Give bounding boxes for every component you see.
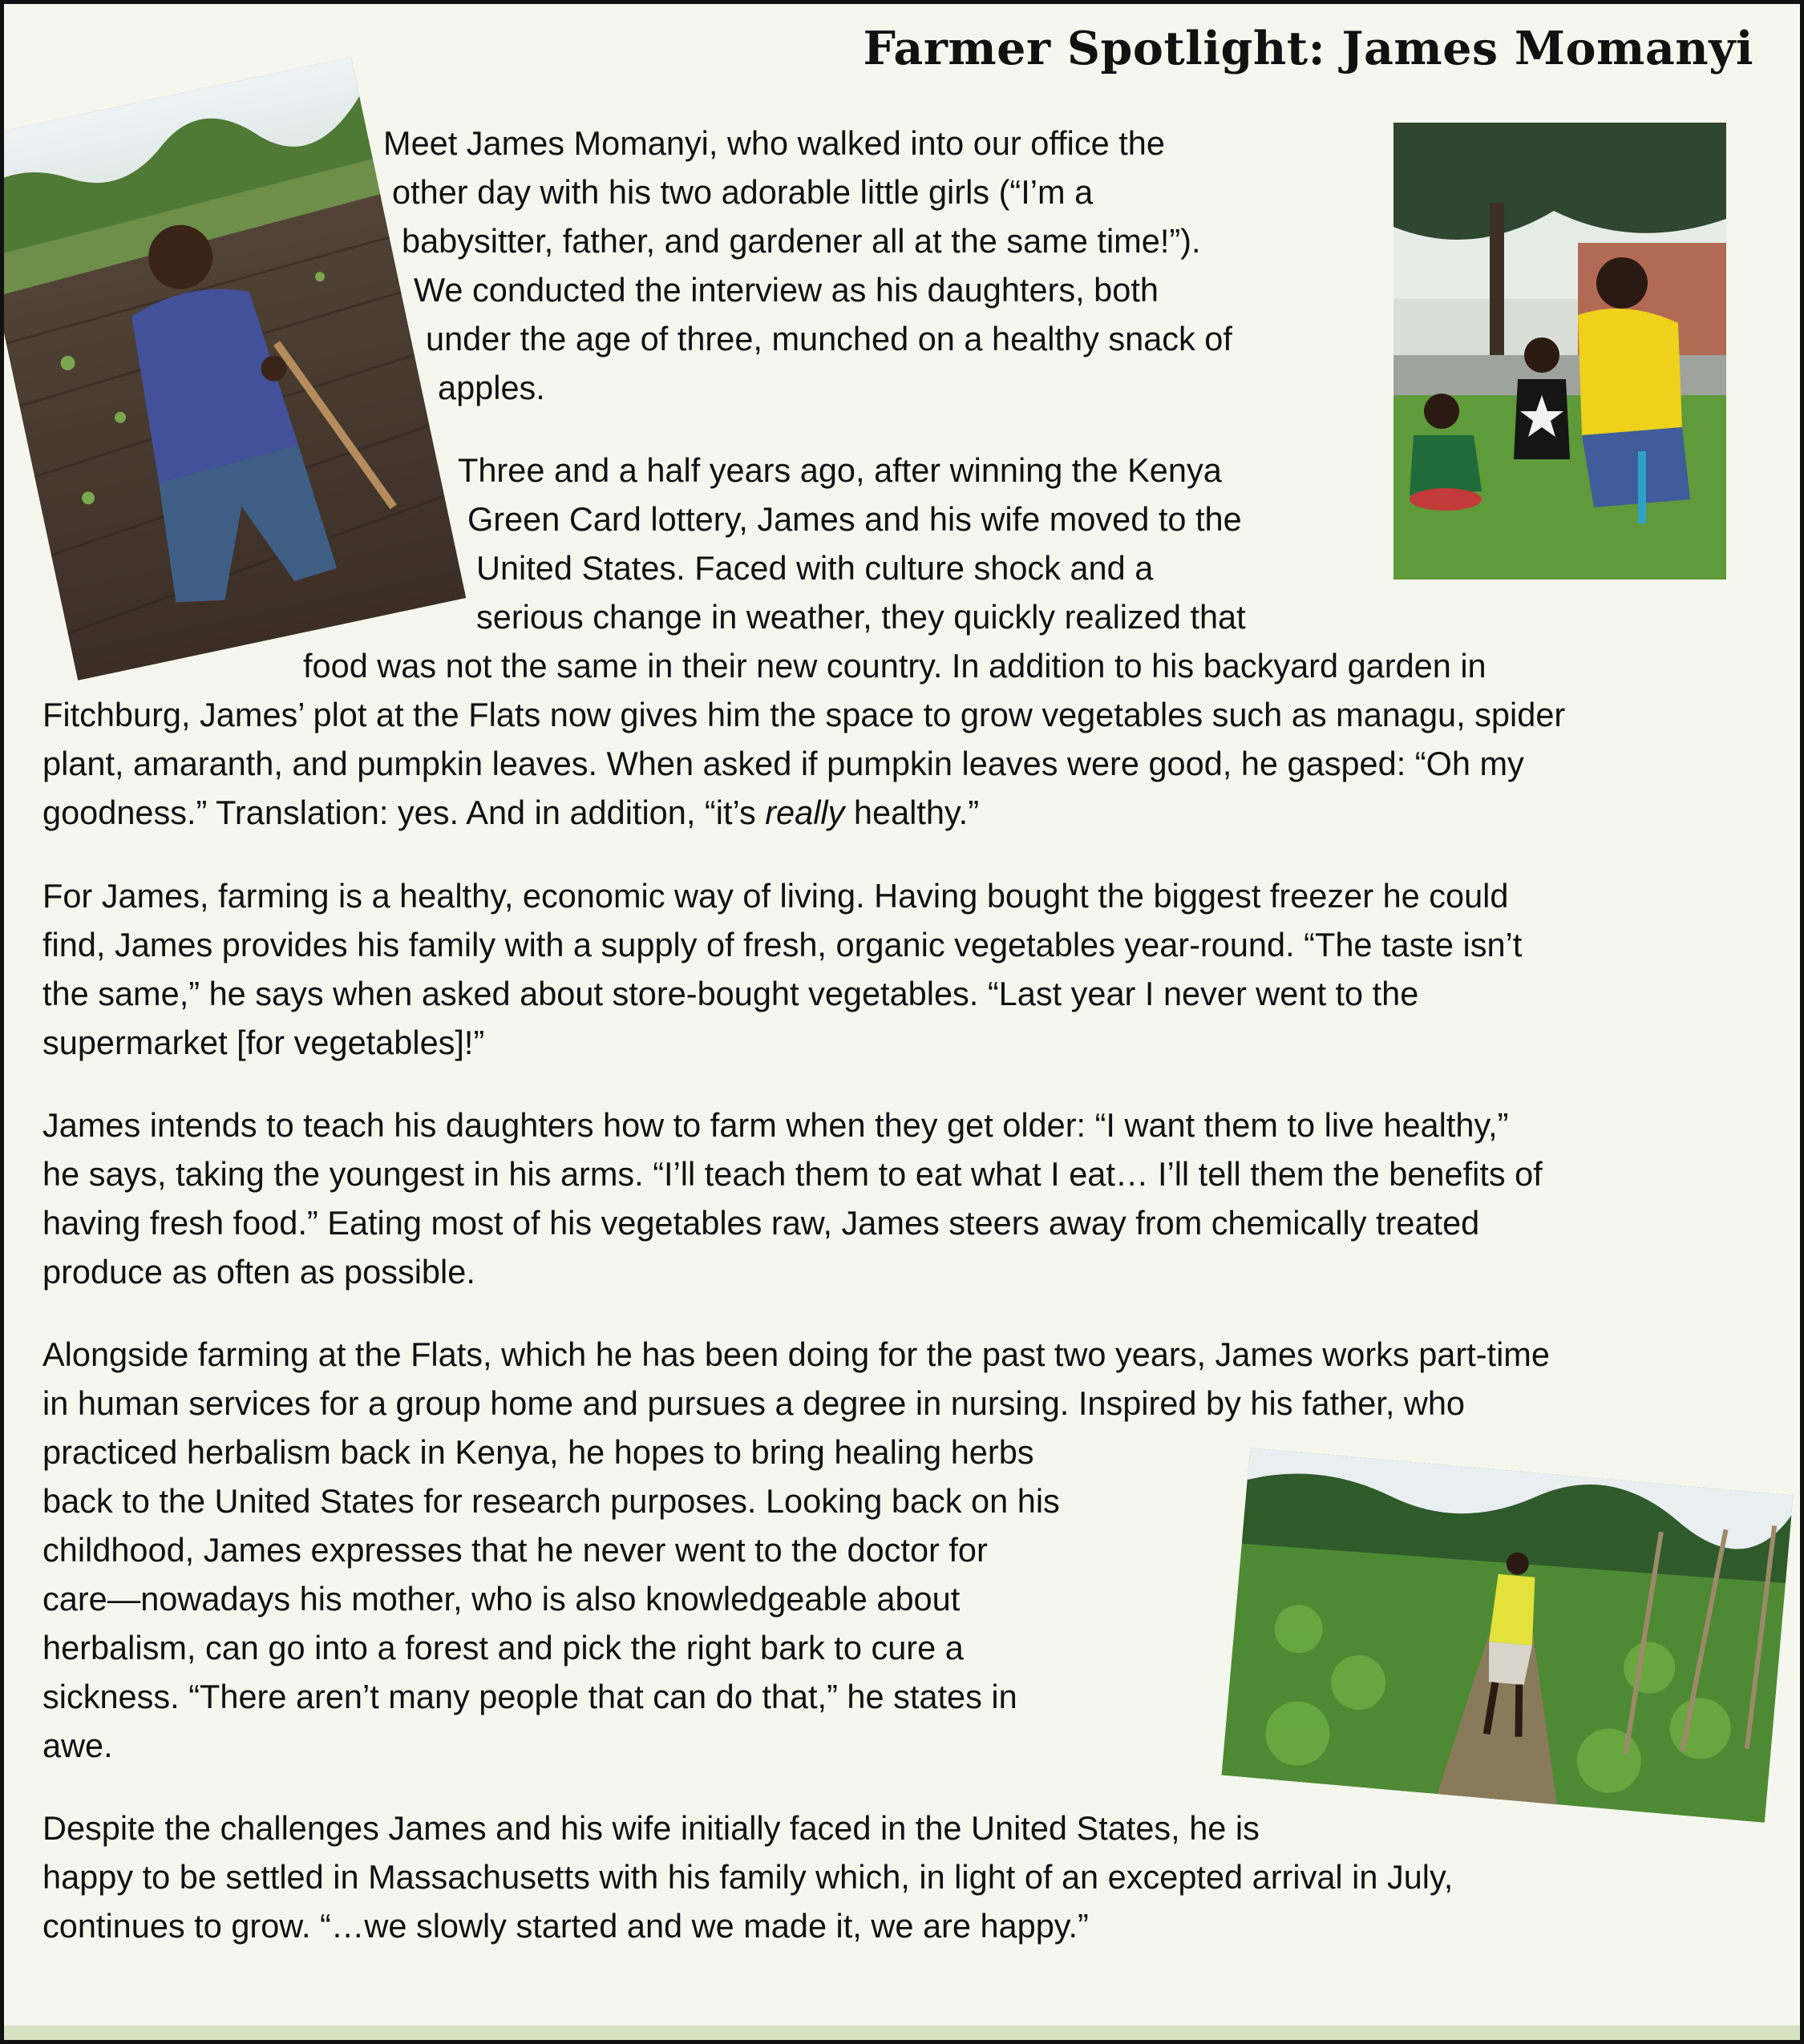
article-text-line: Green Card lottery, James and his wife moved to the <box>467 500 1242 538</box>
article-title: Farmer Spotlight: James Momanyi <box>863 22 1753 75</box>
article-text-line: Meet James Momanyi, who walked into our office the <box>383 124 1165 162</box>
garden-path-photo <box>1221 1448 1793 1823</box>
article-text-line: find, James provides his family with a supply of fresh, organic vegetables year-round. “The taste isn’t <box>42 926 1523 963</box>
article-text-line: We conducted the interview as his daughters, both <box>414 271 1159 309</box>
article-text-segment: healthy.” <box>844 794 980 831</box>
article-text-line: practiced herbalism back in Kenya, he hopes to bring healing herbs <box>42 1433 1034 1471</box>
article-text-line: plant, amaranth, and pumpkin leaves. When asked if pumpkin leaves were good, he gasped: “Oh my <box>42 745 1524 782</box>
article-text-line: the same,” he says when asked about store-bought vegetables. “Last year I never went to the <box>42 975 1419 1012</box>
article-text-line: Alongside farming at the Flats, which he has been doing for the past two years, James works part-time <box>42 1335 1550 1373</box>
article-text-emphasis: really <box>765 794 845 831</box>
article-text-line: having fresh food.” Eating most of his vegetables raw, James steers away from chemically treated <box>42 1204 1480 1242</box>
article-text-line: care—nowadays his mother, who is also knowledgeable about <box>42 1580 961 1618</box>
article-text-line: happy to be settled in Massachusetts with his family which, in light of an excepted arrival in July, <box>42 1858 1454 1896</box>
article-text-line: apples. <box>438 369 545 406</box>
article-text-line: childhood, James expresses that he never went to the doctor for <box>42 1531 988 1569</box>
article-text-line: sickness. “There aren’t many people that can do that,” he states in <box>42 1678 1017 1715</box>
article-text-line: other day with his two adorable little girls (“I’m a <box>392 173 1094 211</box>
photo-icon <box>1393 123 1726 580</box>
bottom-border-band <box>4 2026 1800 2040</box>
article-text-line: supermarket [for vegetables]!” <box>42 1024 485 1061</box>
photo-icon <box>1221 1448 1793 1823</box>
article-text-line: United States. Faced with culture shock and a <box>476 549 1154 587</box>
article-text-line: he says, taking the youngest in his arms. “I’ll teach them to eat what I eat… I’ll tell them the benefits of <box>42 1155 1543 1193</box>
article-text-line: food was not the same in their new country. In addition to his backyard garden in <box>303 647 1486 685</box>
article-text-line: produce as often as possible. <box>42 1253 475 1291</box>
article-text-line: Fitchburg, James’ plot at the Flats now gives him the space to grow vegetables such as managu, spider <box>42 696 1566 733</box>
article-text-line: herbalism, can go into a forest and pick the right bark to cure a <box>42 1629 964 1666</box>
article-text-line: serious change in weather, they quickly realized that <box>476 598 1246 636</box>
article-text-segment: goodness.” Translation: yes. And in addition, “it’s <box>42 794 766 831</box>
family-on-grass-photo <box>1393 123 1726 580</box>
article-text-line: under the age of three, munched on a healthy snack of <box>426 320 1232 357</box>
article-text-line: babysitter, father, and gardener all at the same time!”). <box>402 222 1201 260</box>
article-text-line: Three and a half years ago, after winning the Kenya <box>458 451 1222 489</box>
article-text-line: continues to grow. “…we slowly started and we made it, we are happy.” <box>42 1907 1089 1945</box>
article-text-line: James intends to teach his daughters how to farm when they get older: “I want them to live healthy,” <box>42 1106 1509 1144</box>
article-text-line <box>42 796 979 830</box>
article-text-line: awe. <box>42 1727 113 1764</box>
article-text-line: in human services for a group home and pursues a degree in nursing. Inspired by his father, who <box>42 1384 1466 1422</box>
article-text-line: For James, farming is a healthy, economic way of living. Having bought the biggest freezer he could <box>42 877 1509 915</box>
article-text-line: back to the United States for research purposes. Looking back on his <box>42 1482 1060 1520</box>
article-text-line: Despite the challenges James and his wife initially faced in the United States, he is <box>42 1809 1260 1847</box>
